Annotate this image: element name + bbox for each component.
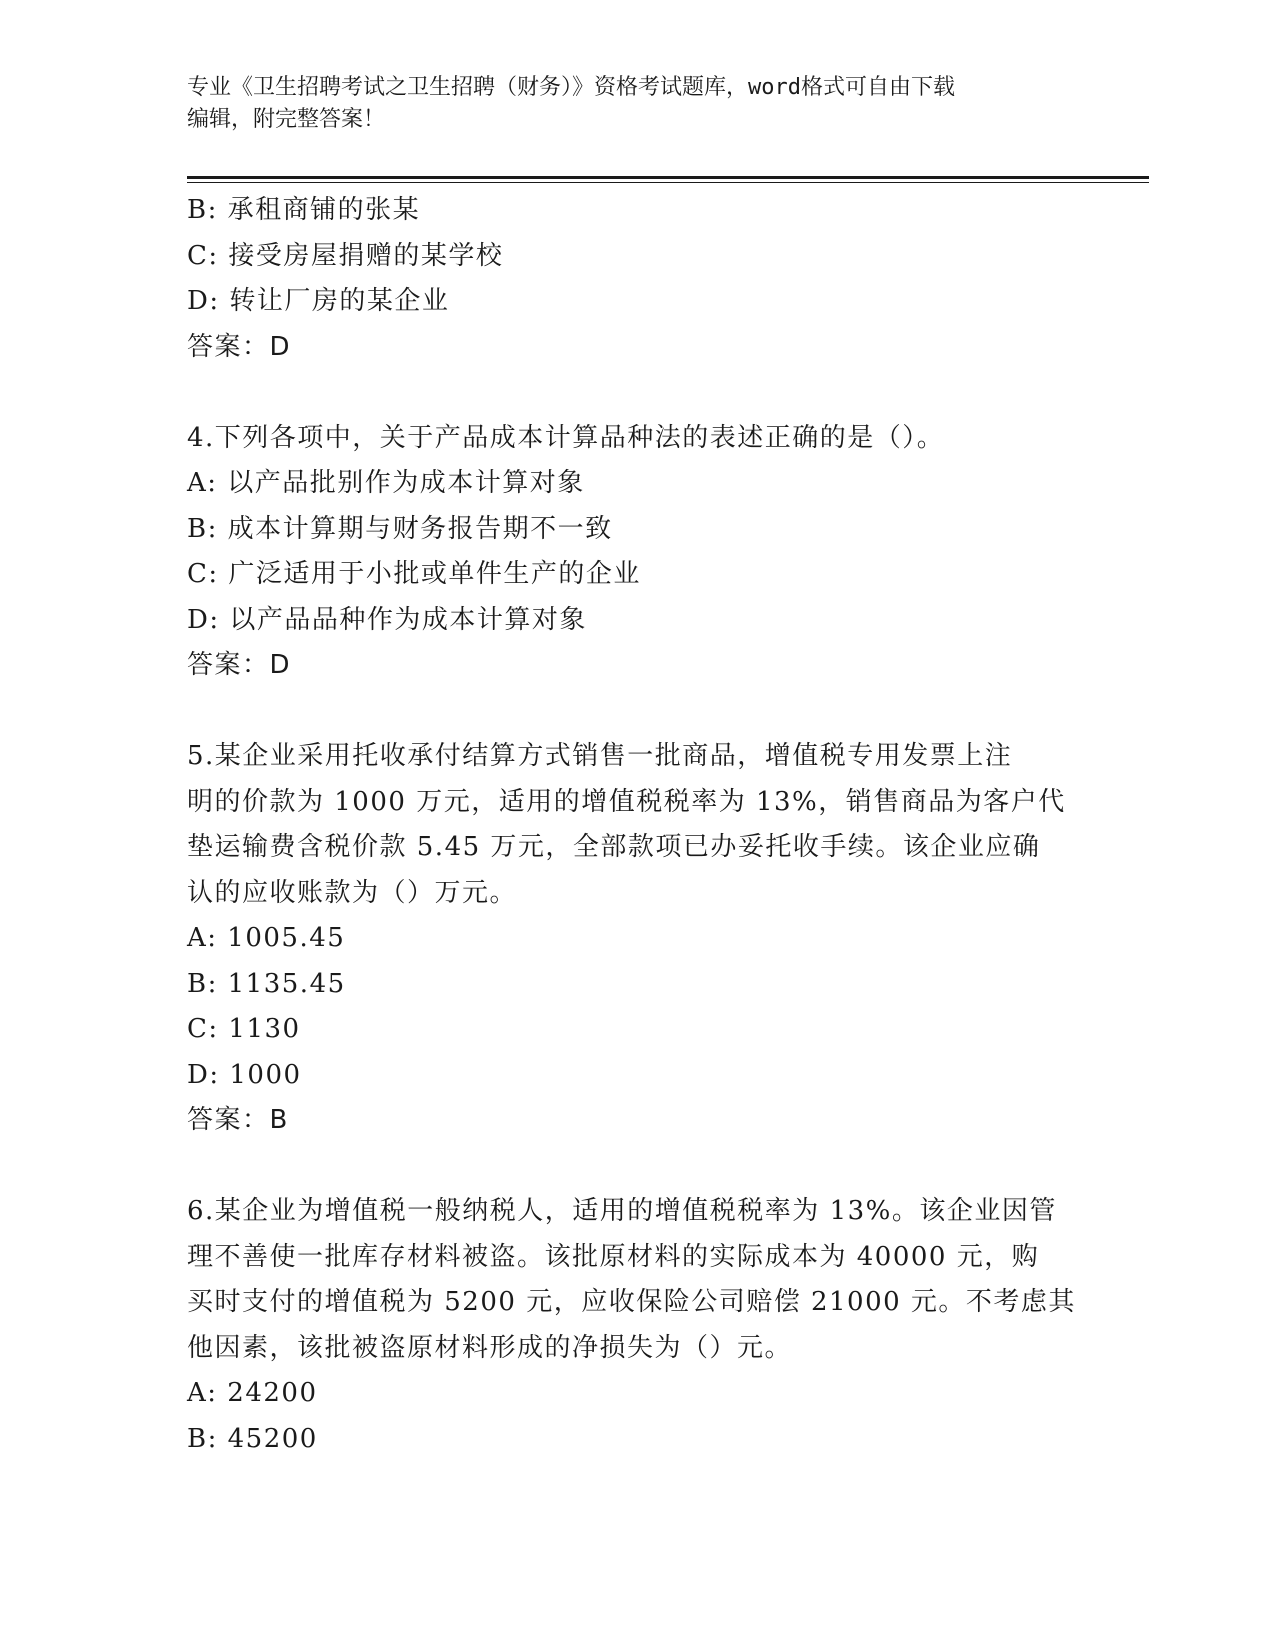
- question-6: [187, 1189, 1087, 1462]
- stem-line: 明的价款为 1000 万元，适用的增值税税率为 13%，销售商品为客户代: [187, 786, 1066, 817]
- option-d: D: 转让厂房的某企业: [187, 286, 450, 316]
- option-b: B: 成本计算期与财务报告期不一致: [187, 513, 613, 544]
- question-stem: [187, 734, 1087, 916]
- question-stem: 4.下列各项中，关于产品成本计算品种法的表述正确的是（）。: [187, 422, 945, 453]
- question-3: [187, 188, 1087, 370]
- option-a: A: 1005.45: [187, 923, 346, 953]
- header-line-2: 编辑，附完整答案！: [187, 107, 386, 132]
- question-5: [187, 734, 1087, 1144]
- stem-line: 买时支付的增值税为 5200 元，应收保险公司赔偿 21000 元。不考虑其: [187, 1287, 1076, 1317]
- option-c: C: 接受房屋捐赠的某学校: [187, 240, 504, 271]
- question-content: [187, 188, 1087, 1462]
- answer: 答案：D: [187, 650, 292, 680]
- spacer: [187, 689, 1087, 735]
- answer: 答案：D: [187, 331, 292, 362]
- stem-line: 他因素，该批被盗原材料形成的净损失为（）元。: [187, 1332, 793, 1363]
- option-d: D: 以产品品种作为成本计算对象: [187, 604, 587, 635]
- spacer: [187, 1144, 1087, 1190]
- spacer: [187, 370, 1087, 416]
- stem-line: 认的应收账款为（）万元。: [187, 877, 518, 908]
- option-b: B: 1135.45: [187, 968, 346, 999]
- option-c: C: 广泛适用于小批或单件生产的企业: [187, 559, 641, 589]
- option-b: B: 45200: [187, 1423, 318, 1454]
- question-stem: [187, 1189, 1087, 1371]
- stem-line: 垫运输费含税价款 5.45 万元，全部款项已办妥托收手续。该企业应确: [187, 832, 1041, 862]
- option-c: C: 1130: [187, 1014, 301, 1044]
- option-b: B: 承租商铺的张某: [187, 195, 421, 225]
- header-rule-thick: [187, 176, 1149, 179]
- option-a: A: 以产品批别作为成本计算对象: [187, 468, 585, 498]
- header-rule-thin: [187, 182, 1149, 183]
- option-d: D: 1000: [187, 1059, 302, 1090]
- stem-line: 6.某企业为增值税一般纳税人，适用的增值税税率为 13%。该企业因管: [187, 1196, 1057, 1226]
- document-header: [187, 72, 1067, 136]
- question-4: [187, 416, 1087, 689]
- answer: 答案：B: [187, 1105, 289, 1135]
- header-line-1: 专业《卫生招聘考试之卫生招聘（财务）》资格考试题库，word格式可自由下载: [187, 75, 955, 100]
- stem-line: 理不善使一批库存材料被盗。该批原材料的实际成本为 40000 元，购: [187, 1241, 1040, 1272]
- option-a: A: 24200: [187, 1378, 318, 1408]
- stem-line: 5.某企业采用托收承付结算方式销售一批商品，增值税专用发票上注: [187, 741, 1013, 771]
